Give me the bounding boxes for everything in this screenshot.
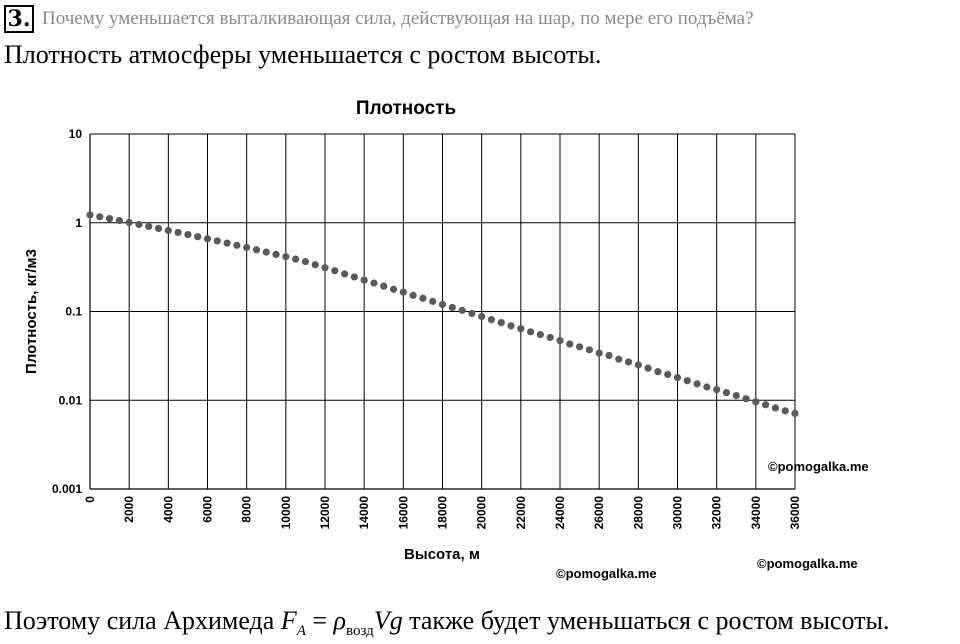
question-number: 3. — [4, 5, 34, 33]
x-tick-label: 36000 — [788, 496, 802, 530]
y-tick-label: 0.001 — [51, 482, 82, 496]
data-point — [478, 313, 485, 320]
conclusion-after: также будет уменьшаться с ростом высоты. — [402, 606, 890, 635]
data-point — [175, 229, 182, 236]
data-point — [233, 242, 240, 249]
y-tick-label: 1 — [75, 215, 82, 230]
data-point — [282, 253, 289, 260]
data-point — [742, 395, 749, 402]
x-tick-label: 10000 — [278, 496, 293, 530]
x-tick-label: 30000 — [670, 496, 685, 530]
x-tick-label: 2000 — [122, 496, 137, 523]
x-tick-label: 16000 — [396, 496, 411, 530]
data-point — [713, 386, 720, 393]
data-point — [527, 328, 534, 335]
x-tick-label: 34000 — [748, 496, 763, 530]
data-point — [791, 410, 798, 417]
data-point — [106, 215, 113, 222]
data-point — [292, 256, 299, 263]
x-tick-label: 14000 — [357, 496, 372, 530]
data-point — [243, 244, 250, 251]
data-point — [96, 213, 103, 220]
data-point — [537, 331, 544, 338]
data-point — [380, 283, 387, 290]
data-point — [566, 340, 573, 347]
x-axis-label: Высота, м — [404, 546, 480, 563]
data-point — [547, 334, 554, 341]
x-tick-label: 20000 — [474, 496, 489, 530]
data-point — [586, 346, 593, 353]
data-point — [439, 301, 446, 308]
data-point — [684, 377, 691, 384]
data-point — [214, 237, 221, 244]
data-point — [321, 264, 328, 271]
data-point — [517, 325, 524, 332]
data-point — [576, 343, 583, 350]
data-point — [302, 258, 309, 265]
conclusion-before: Поэтому сила Архимеда — [4, 606, 281, 635]
data-point — [165, 227, 172, 234]
data-point — [272, 251, 279, 258]
data-point — [449, 304, 456, 311]
y-tick-label: 10 — [68, 127, 82, 141]
data-point — [488, 316, 495, 323]
data-point — [253, 246, 260, 253]
data-point — [194, 233, 201, 240]
data-point — [458, 307, 465, 314]
data-point — [263, 248, 270, 255]
x-tick-label: 0 — [83, 496, 97, 503]
x-tick-label: 22000 — [513, 496, 528, 530]
conclusion-text — [4, 606, 889, 640]
data-point — [703, 383, 710, 390]
data-point — [605, 352, 612, 359]
formula-equals: = — [305, 606, 334, 635]
formula-rest: Vg — [373, 606, 403, 635]
chart-title: Плотность — [355, 98, 457, 119]
x-tick-label: 26000 — [592, 496, 607, 530]
data-point — [370, 279, 377, 286]
data-point — [635, 361, 642, 368]
data-point — [782, 407, 789, 414]
data-point — [645, 365, 652, 372]
y-tick-label: 0.01 — [58, 393, 82, 408]
data-point — [410, 292, 417, 299]
watermark-2: ©pomogalka.me — [757, 556, 858, 571]
data-point — [664, 371, 671, 378]
data-point — [693, 380, 700, 387]
data-point — [762, 401, 769, 408]
data-point — [116, 217, 123, 224]
question-text: Почему уменьшается выталкивающая сила, действующая на шар, по мере его подъёма? — [42, 8, 754, 29]
x-tick-label: 18000 — [435, 496, 450, 530]
data-point — [615, 356, 622, 363]
data-point — [155, 225, 162, 232]
data-point — [390, 286, 397, 293]
data-point — [654, 368, 661, 375]
data-point — [135, 221, 142, 228]
x-tick-label: 6000 — [200, 496, 215, 523]
formula-force-sub: A — [296, 623, 306, 640]
x-tick-label: 8000 — [239, 496, 254, 523]
y-tick-label: 0.1 — [65, 304, 82, 319]
watermark-3: ©pomogalka.me — [556, 566, 657, 581]
data-point — [351, 273, 358, 280]
data-point — [331, 267, 338, 274]
data-point — [145, 223, 152, 230]
data-point — [223, 239, 230, 246]
data-point — [341, 270, 348, 277]
intro-text: Плотность атмосферы уменьшается с ростом высоты. — [4, 40, 602, 69]
formula-rho: ρ — [333, 606, 347, 635]
x-tick-label: 32000 — [709, 496, 724, 530]
x-tick-label: 12000 — [318, 496, 332, 530]
data-point — [556, 337, 563, 344]
data-point — [498, 319, 505, 326]
data-point — [361, 276, 368, 283]
data-point — [772, 404, 779, 411]
data-point — [507, 322, 514, 329]
y-axis-label: Плотность, кг/м3 — [23, 249, 40, 374]
data-point — [184, 231, 191, 238]
data-point — [723, 389, 730, 396]
data-point — [752, 398, 759, 405]
data-point — [625, 358, 632, 365]
watermark-1: ©pomogalka.me — [768, 459, 869, 474]
data-point — [126, 219, 133, 226]
data-point — [419, 295, 426, 302]
data-point — [596, 349, 603, 356]
data-point — [468, 310, 475, 317]
data-point — [674, 374, 681, 381]
data-point — [429, 298, 436, 305]
formula-rho-sub: возд — [346, 623, 374, 640]
x-tick-label: 24000 — [553, 496, 567, 530]
x-tick-label: 4000 — [161, 496, 176, 523]
data-point — [400, 289, 407, 296]
data-point — [733, 392, 740, 399]
data-point — [312, 261, 319, 268]
data-point — [204, 235, 211, 242]
formula-force: F — [280, 606, 297, 635]
x-tick-label: 28000 — [631, 496, 646, 530]
data-point — [86, 211, 93, 218]
